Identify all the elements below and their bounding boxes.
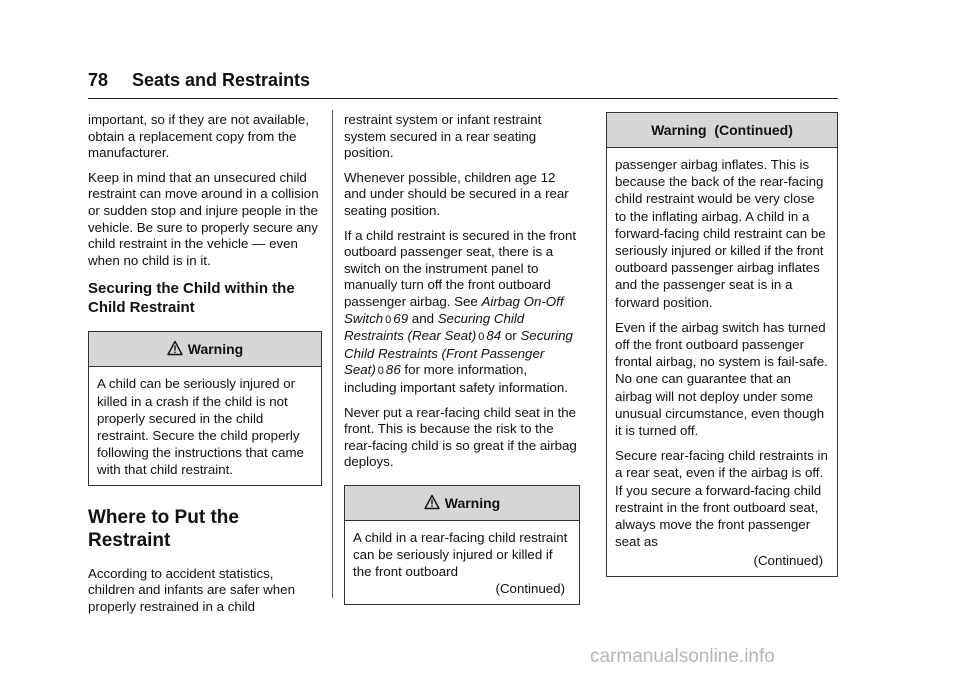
warning-header [89,332,321,367]
paragraph: According to accident statistics, children and infants are safer when properly restrained in a child [88,565,295,614]
paragraph: Never put a rear-facing child seat in the front. This is because the risk to the rear-facing child is so great if the airbag deploys. [344,404,577,470]
section-title: Seats and Restraints [132,70,311,90]
securing-front-seat-link[interactable]: Securing Child Restraints (Front Passenger Seat) 0 86 [344,328,573,378]
header-rule [88,98,838,99]
paragraph: passenger airbag inflates. This is because the back of the rear-facing child restraint would be very close to the inflating airbag. A child in a forward-facing child restraint can be seriously injured or killed if the front outboard passenger airbag inflates and the passenger seat is in a forward position. [615,157,826,310]
column-3 [606,112,838,577]
warning-title: Warning [187,341,244,358]
page-number: 78 [88,70,109,90]
paragraph: Secure rear-facing child restraints in a rear seat, even if the airbag is off. If you secure a forward-facing child restraint in the front outboard seat, always move the front passenger seat as [615,448,828,550]
warning-header [345,486,579,521]
column-1 [88,112,322,623]
warning-title: Warning (Continued) [651,122,793,138]
page-ref-icon: 0 [377,365,384,378]
paragraph: Even if the airbag switch has turned off the front outboard passenger frontal airbag, no system is fail-safe. No one can guarantee that an airbag will not deploy under some unusual circumstance, even though it is turned off. [615,319,828,439]
warning-title: Warning [444,494,501,511]
warning-box [606,112,838,577]
column-divider [332,110,333,598]
warning-body: A child in a rear-facing child restraint can be seriously injured or killed if the front outboard (Continued) [345,521,579,604]
subheading: Securing the Child within the Child Restraint [88,280,295,317]
paragraph: restraint system or infant restraint system secured in a rear seating position. [344,112,542,161]
paragraph: important, so if they are not available, obtain a replacement copy from the manufacturer. [88,112,309,161]
page-ref-icon: 0 [385,313,392,326]
paragraph: Whenever possible, children age 12 and under should be secured in a rear seating position. [344,169,569,218]
securing-rear-seat-link[interactable]: Securing Child Restraints (Rear Seat) 0 84 [344,310,525,344]
continued-label: (Continued) [495,581,565,597]
page-ref-icon: 0 [478,331,485,344]
watermark: carmanualsonline.info [590,646,775,667]
continued-label: (Continued) [753,553,823,569]
page-header [88,70,838,91]
airbag-on-off-switch-link[interactable]: Airbag On-Off Switch 0 69 [344,293,564,326]
column-2 [344,112,580,605]
paragraph: Keep in mind that an unsecured child restraint can move around in a collision or sudden stop and injure people in the vehicle. Be sure to properly secure any child restraint in the vehicle — even when no child is in it. [88,169,319,268]
warning-box [88,331,322,485]
warning-body [607,148,837,576]
warning-body: A child can be seriously injured or killed in a crash if the child is not properly secured in the child restraint. Secure the child properly following the instructions that came with that child restraint. [97,376,304,478]
section-heading: Where to Put the Restraint [88,506,239,551]
warning-header [607,113,837,148]
warning-triangle-icon [167,340,183,356]
warning-triangle-icon [424,494,440,510]
paragraph-with-references: If a child restraint is secured in the front outboard passenger seat, there is a switch on the instrument panel to manually turn off the front outboard passenger airbag. See Airbag On-Off Switch 0 69 and Securing Child Restraints (Rear Seat) 0 84 or Securing Child Restraints (Front Passenger Seat) 0 86 for more information, including important safety information. [344,227,577,395]
warning-box [344,485,580,605]
